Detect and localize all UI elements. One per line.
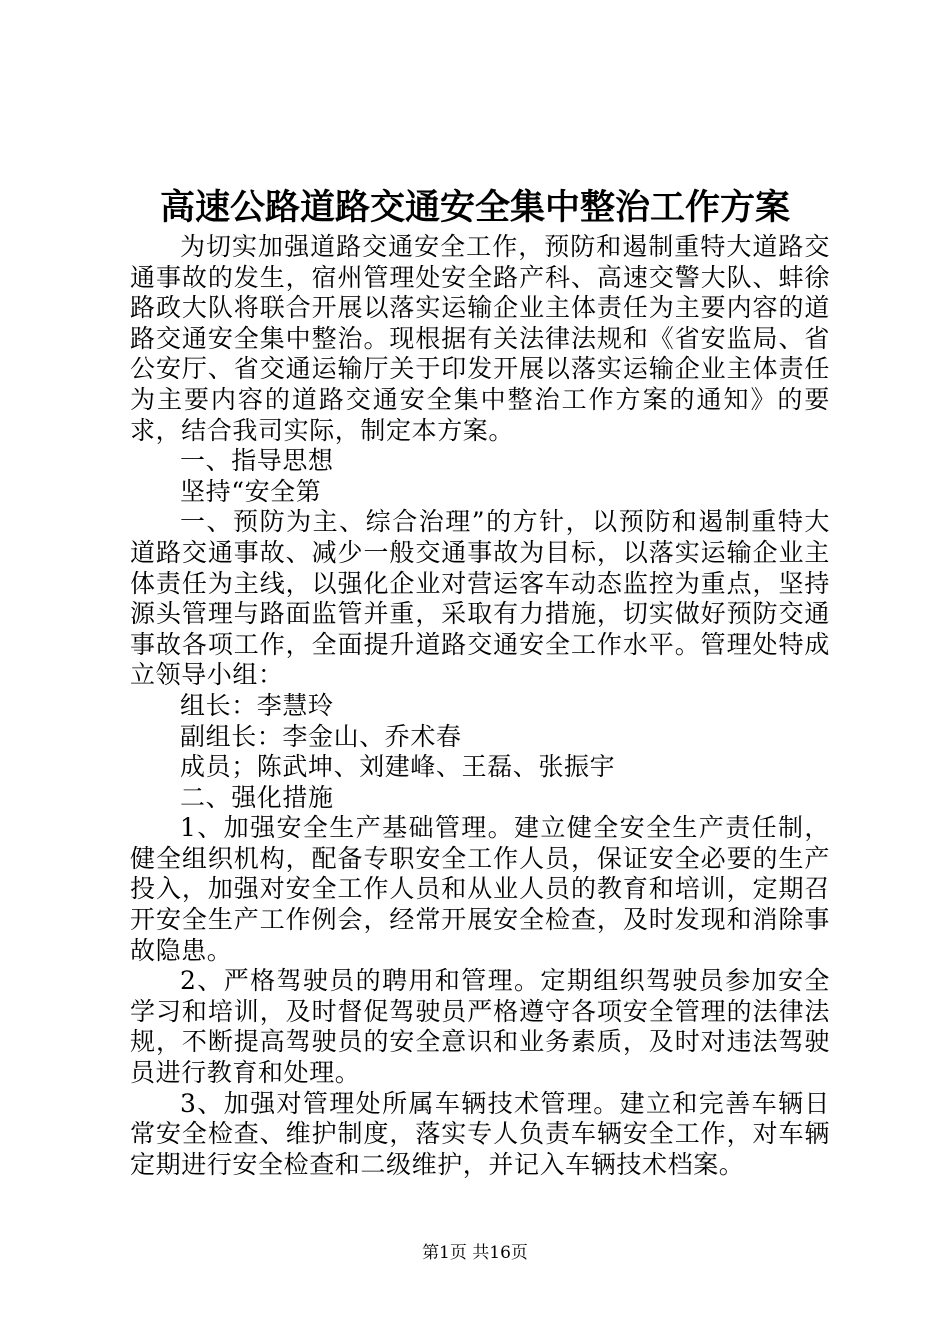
measure-1-paragraph: 1、加强安全生产基础管理。建立健全安全生产责任制，健全组织机构，配备专职安全工作人员，保证安全必要的生产投入，加强对安全工作人员和从业人员的教育和培训，定期召开安全生产工作例会，经常开展安全检查，及时发现和消除事故隐患。 <box>130 813 830 965</box>
section-heading-measures: 二、强化措施 <box>180 782 334 812</box>
page-number-footer: 第1页 共16页 <box>422 1243 528 1263</box>
section1-lead-line: 坚持“安全第 <box>180 476 322 506</box>
intro-paragraph: 为切实加强道路交通安全工作，预防和遏制重特大道路交通事故的发生，宿州管理处安全路产科、高速交警大队、蚌徐路政大队将联合开展以落实运输企业主体责任为主要内容的道路交通安全集中整治。现根据有关法律法规和《省安监局、省公安厅、省交通运输厅关于印发开展以落实运输企业主体责任为主要内容的道路交通安全集中整治工作方案的通知》的要求，结合我司实际，制定本方案。 <box>130 232 830 445</box>
section-heading-guiding-ideology: 一、指导思想 <box>180 446 334 476</box>
document-body <box>130 232 830 1180</box>
guiding-ideology-paragraph: 一、预防为主、综合治理”的方针，以预防和遏制重特大道路交通事故、减少一般交通事故为目标，以落实运输企业主体责任为主线，以强化企业对营运客车动态监控为重点，坚持源头管理与路面监管并重，采取有力措施，切实做好预防交通事故各项工作，全面提升道路交通安全工作水平。管理处特成立领导小组： <box>130 507 830 690</box>
measure-3-paragraph: 3、加强对管理处所属车辆技术管理。建立和完善车辆日常安全检查、维护制度，落实专人负责车辆安全工作，对车辆定期进行安全检查和二级维护，并记入车辆技术档案。 <box>130 1088 830 1179</box>
measure-2-paragraph: 2、严格驾驶员的聘用和管理。定期组织驾驶员参加安全学习和培训，及时督促驾驶员严格遵守各项安全管理的法律法规，不断提高驾驶员的安全意识和业务素质，及时对违法驾驶员进行教育和处理。 <box>130 966 830 1088</box>
members-line: 成员；陈武坤、刘建峰、王磊、张振宇 <box>180 752 616 782</box>
deputy-leader-line: 副组长：李金山、乔术春 <box>180 721 462 751</box>
group-leader-line: 组长：李慧玲 <box>180 690 334 720</box>
document-title: 高速公路道路交通安全集中整治工作方案 <box>159 187 790 228</box>
